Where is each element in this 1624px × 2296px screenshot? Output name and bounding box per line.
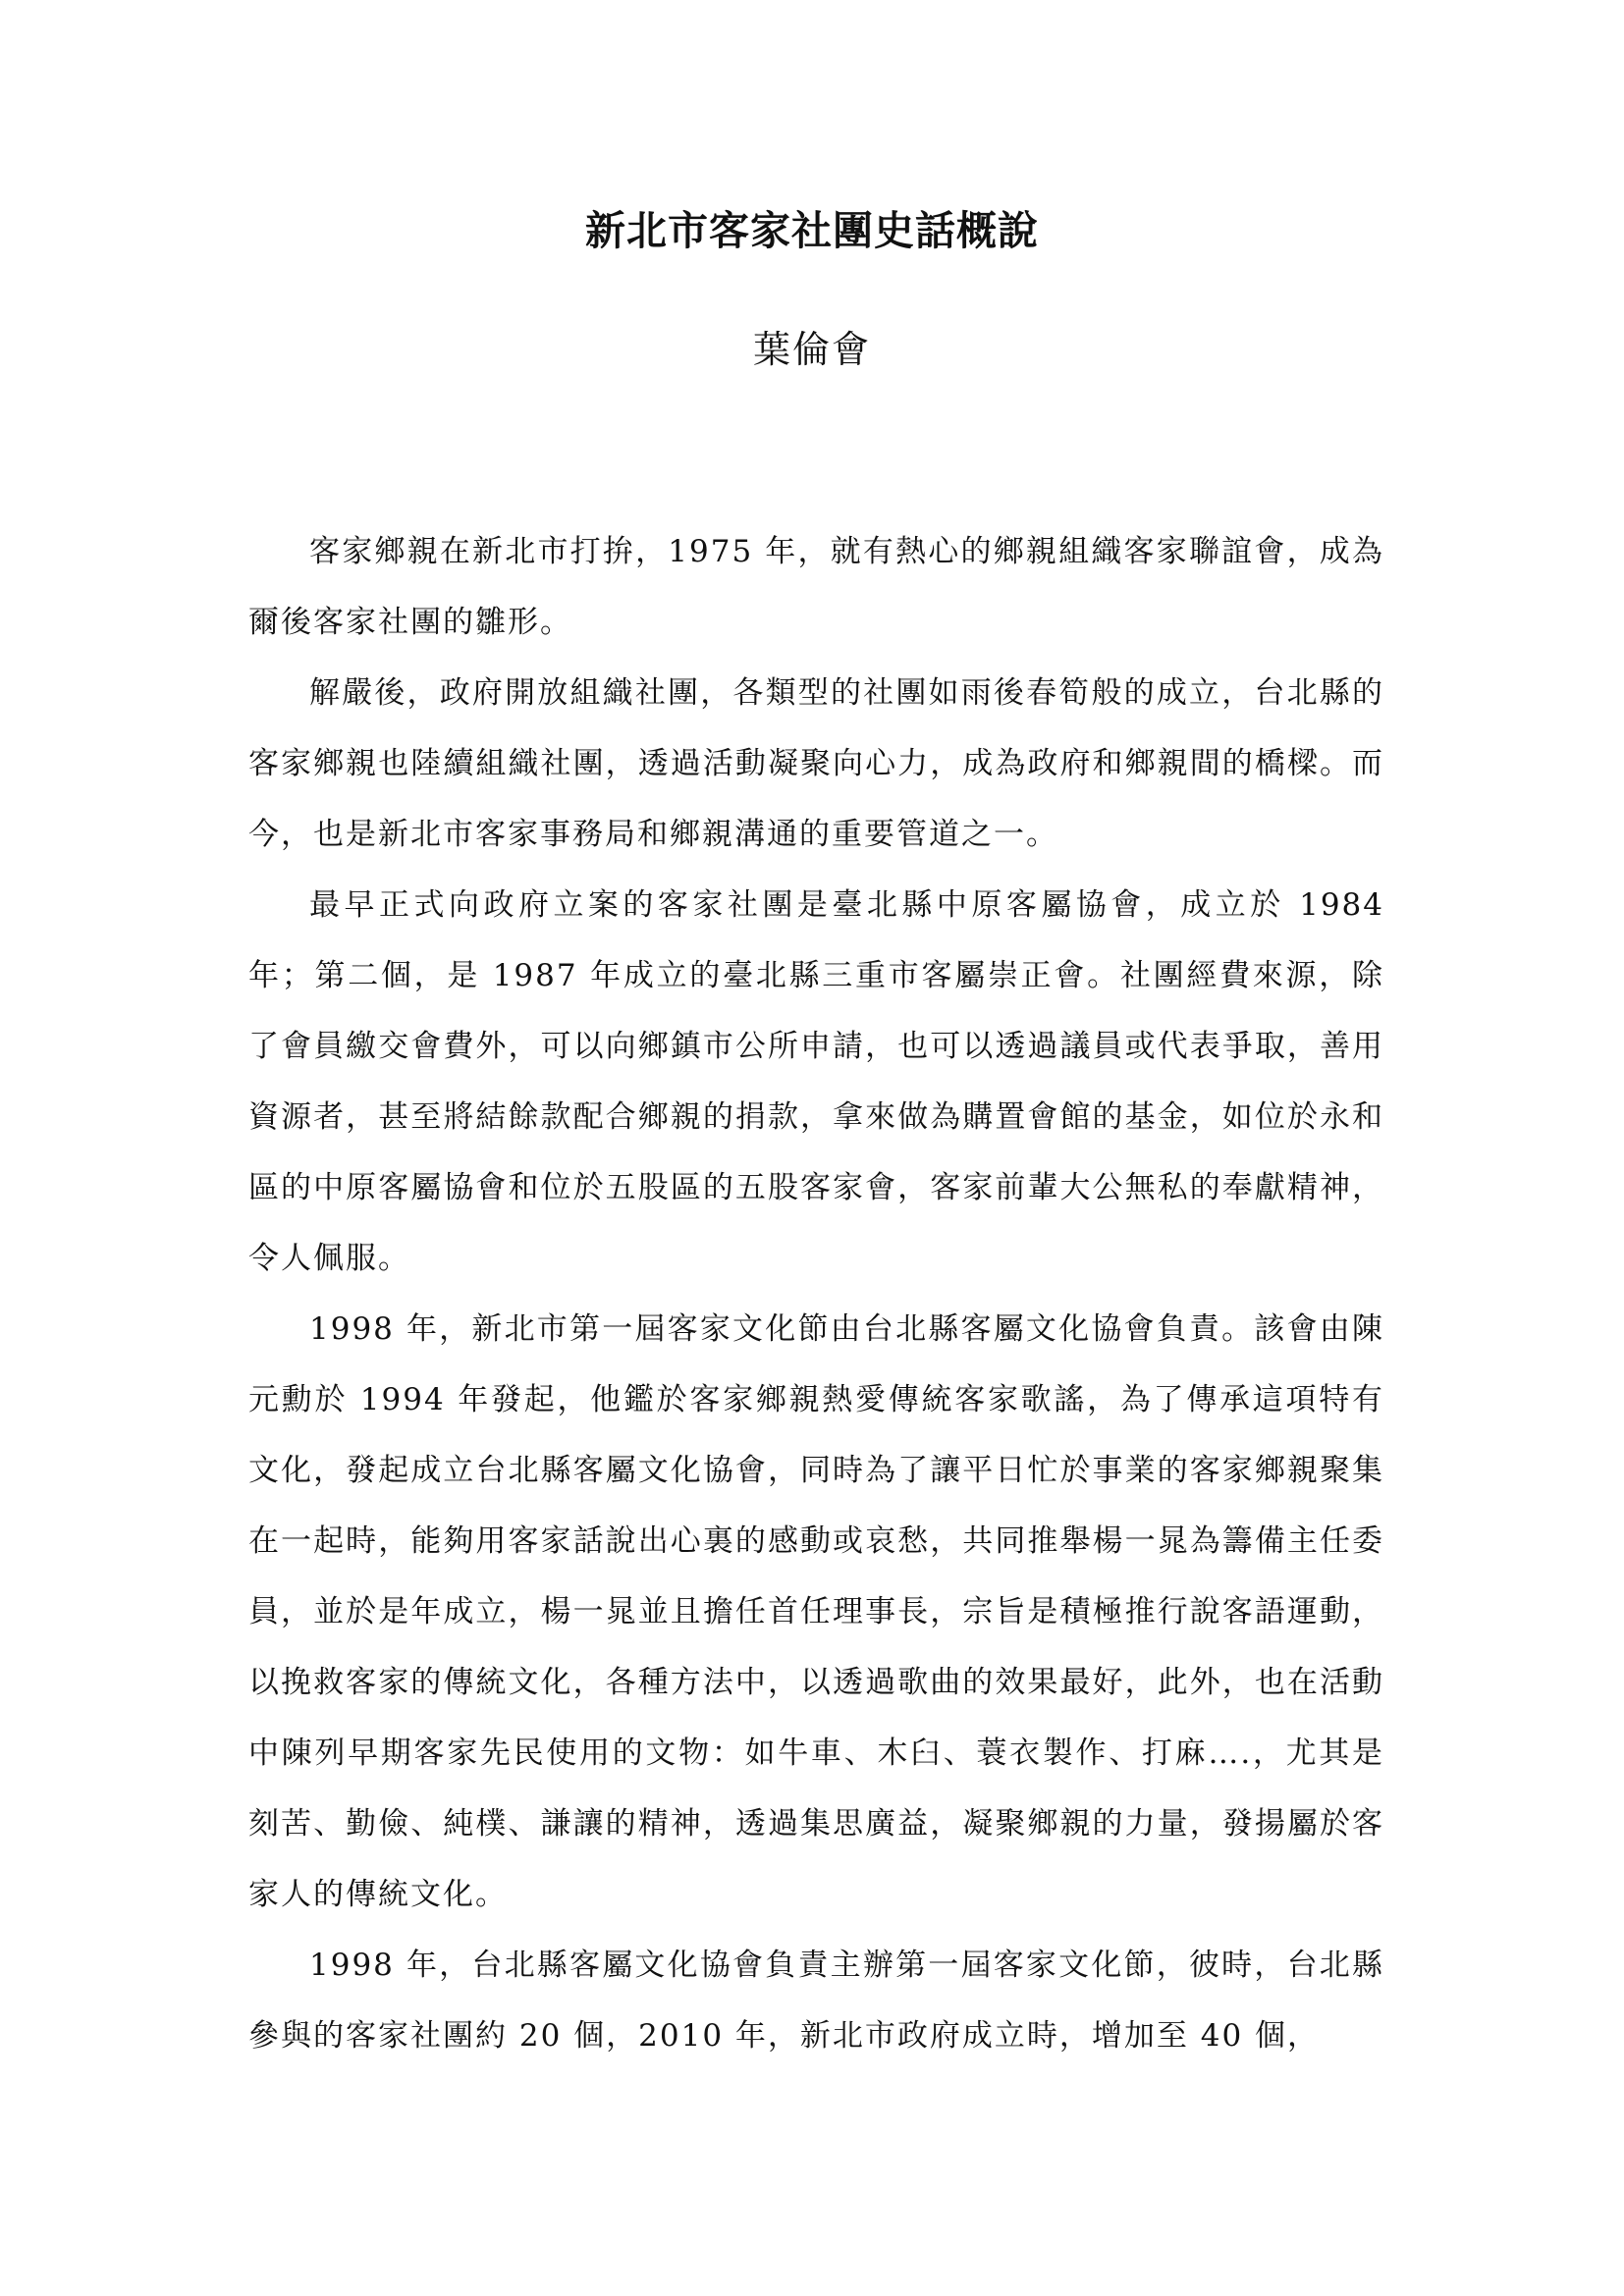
- author-name: 葉倫會: [752, 328, 871, 371]
- paragraph-2: 解嚴後，政府開放組織社團，各類型的社團如雨後春筍般的成立，台北縣的客家鄉親也陸續組織社團，透過活動凝聚向心力，成為政府和鄉親間的橋樑。而今，也是新北市客家事務局和鄉親溝通的重要管道之一。: [248, 675, 1384, 852]
- paragraph-5: 1998 年，台北縣客屬文化協會負責主辦第一屆客家文化節，彼時，台北縣參與的客家社團約 20 個，2010 年，新北市政府成立時，增加至 40 個，: [248, 1948, 1384, 2054]
- paragraph-3: 最早正式向政府立案的客家社團是臺北縣中原客屬協會，成立於 1984 年；第二個，是 1987 年成立的臺北縣三重市客屬崇正會。社團經費來源，除了會員繳交會費外，可以向鄉鎮市公所申請，也可以透過議員或代表爭取，善用資源者，甚至將結餘款配合鄉親的捐款，拿來做為購置會館的基金，如位於永和區的中原客屬協會和位於五股區的五股客家會，客家前輩大公無私的奉獻精神，令人佩服。: [248, 887, 1384, 1276]
- article-body: [248, 516, 1384, 2071]
- document-title: 新北市客家社團史話概說: [585, 207, 1039, 254]
- paragraph-1: 客家鄉親在新北市打拚，1975 年，就有熱心的鄉親組織客家聯誼會，成為爾後客家社團的雛形。: [248, 534, 1384, 640]
- paragraph-4: 1998 年，新北市第一屆客家文化節由台北縣客屬文化協會負責。該會由陳元勳於 1994 年發起，他鑑於客家鄉親熱愛傳統客家歌謠，為了傳承這項特有文化，發起成立台北縣客屬文化協會，同時為了讓平日忙於事業的客家鄉親聚集在一起時，能夠用客家話說出心裏的感動或哀愁，共同推舉楊一晁為籌備主任委員，並於是年成立，楊一晁並且擔任首任理事長，宗旨是積極推行說客語運動，以挽救客家的傳統文化，各種方法中，以透過歌曲的效果最好，此外，也在活動中陳列早期客家先民使用的文物：如牛車、木臼、蓑衣製作、打麻….，尤其是刻苦、勤儉、純樸、謙讓的精神，透過集思廣益，凝聚鄉親的力量，發揚屬於客家人的傳統文化。: [248, 1311, 1384, 1912]
